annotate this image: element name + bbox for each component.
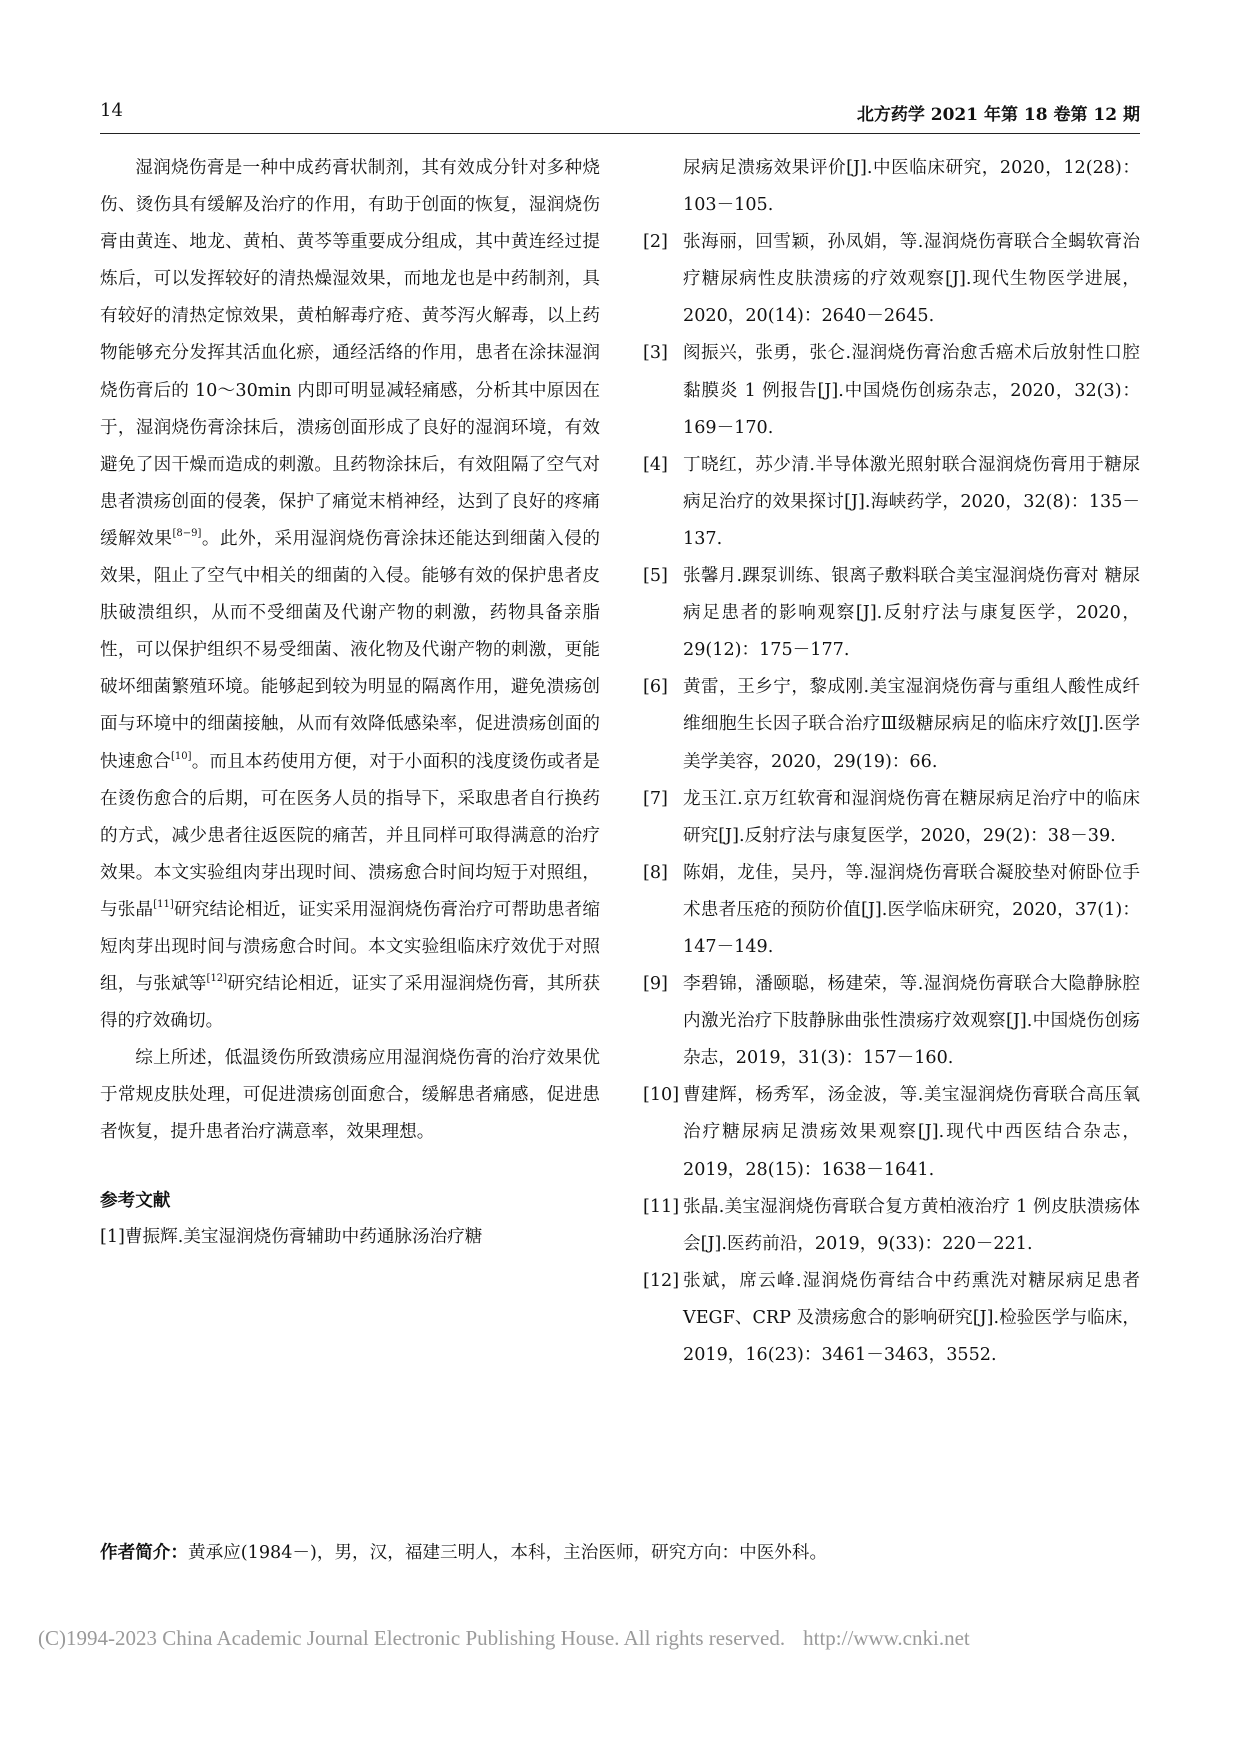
citation: [12] <box>206 973 228 985</box>
reference-item <box>643 669 1140 780</box>
reference-item <box>643 1263 1140 1374</box>
discussion-paragraph <box>100 150 600 1040</box>
reference-item <box>643 558 1140 669</box>
left-column <box>100 150 600 1256</box>
body-text: 。而且本药使用方便，对于小面积的浅度烫伤或者是在烫伤愈合的后期，可在医务人员的指导下，采取患者自行换药的方式，减少患者往返医院的痛苦，并且同样可取得满意的治疗效果。本文实验组肉芽出现时间、溃疡愈合时间均短于对照组，与张晶 <box>100 751 600 920</box>
reference-item <box>643 855 1140 966</box>
reference-number: [7] <box>643 788 668 809</box>
references-heading: 参考文献 <box>100 1189 171 1211</box>
reference-text: 阂振兴，张勇，张仑.湿润烧伤膏治愈舌癌术后放射性口腔黏膜炎 1 例报告[J].中国烧伤创疡杂志，2020，32(3)：169－170. <box>683 343 1140 438</box>
author-note-text: 黄承应(1984－)，男，汉，福建三明人，本科，主治医师，研究方向：中医外科。 <box>187 1543 828 1563</box>
reference-item <box>643 966 1140 1077</box>
reference-item <box>100 1219 600 1256</box>
reference-number: [2] <box>643 232 668 253</box>
reference-text: 曹建辉，杨秀军，汤金波，等.美宝湿润烧伤膏联合高压氧治疗糖尿病足溃疡效果观察[J].现代中西医结合杂志，2019，28(15)：1638－1641. <box>683 1085 1140 1180</box>
reference-item <box>643 781 1140 855</box>
citation: [11] <box>153 898 174 910</box>
body-text: 研究结论相近，证实采用湿润烧伤膏治疗可帮助患者缩短肉芽出现时间与溃疡愈合时间。本文实验组临床疗效优于对照组，与张斌等 <box>100 899 600 995</box>
reference-number: [12] <box>643 1270 680 1291</box>
copyright-watermark <box>38 1626 970 1651</box>
citation: [10] <box>171 750 192 762</box>
author-note-label: 作者简介： <box>100 1542 188 1563</box>
reference-text: 尿病足溃疡效果评价[J].中医临床研究，2020，12(28)：103－105. <box>683 158 1140 216</box>
reference-text: 张斌，席云峰.湿润烧伤膏结合中药熏洗对糖尿病足患者 VEGF、CRP 及溃疡愈合的影响研究[J].检验医学与临床，2019，16(23)：3461－3463，3552. <box>683 1270 1140 1365</box>
reference-number: [11] <box>643 1196 680 1217</box>
reference-item <box>643 1077 1140 1188</box>
citation: [8−9] <box>172 527 202 539</box>
reference-text: 陈娟，龙佳，吴丹，等.湿润烧伤膏联合凝胶垫对俯卧位手术患者压疮的预防价值[J].医学临床研究，2020，37(1)：147－149. <box>683 862 1140 957</box>
reference-number: [10] <box>643 1085 680 1106</box>
reference-number: [9] <box>643 974 668 995</box>
reference-text: 龙玉江.京万红软膏和湿润烧伤膏在糖尿病足治疗中的临床研究[J].反射疗法与康复医学，2020，29(2)：38－39. <box>683 788 1140 846</box>
reference-number: [5] <box>643 566 668 587</box>
page-number: 14 <box>100 100 123 121</box>
page-header <box>100 100 1140 132</box>
body-text: 湿润烧伤膏是一种中成药膏状制剂，其有效成分针对多种烧伤、烫伤具有缓解及治疗的作用，有助于创面的恢复，湿润烧伤膏由黄连、地龙、黄柏、黄芩等重要成分组成，其中黄连经过提炼后，可以发挥较好的清热燥湿效果，而地龙也是中药制剂，具有较好的清热定惊效果，黄柏解毒疗疮、黄芩泻火解毒，以上药物能够充分发挥其活血化瘀，通经活络的作用，患者在涂抹湿润烧伤膏后的 10～30min 内即可明显减轻痛感，分析其中原因在于，湿润烧伤膏涂抹后，溃疡创面形成了良好的湿润环境，有效避免了因干燥而造成的刺激。且药物涂抹后，有效阻隔了空气对患者溃疡创面的侵袭，保护了痛觉末梢神经，达到了良好的疼痛缓解效果 <box>100 158 600 549</box>
conclusion-paragraph: 综上所述，低温烫伤所致溃疡应用湿润烧伤膏的治疗效果优于常规皮肤处理，可促进溃疡创面愈合，缓解患者痛感，促进患者恢复，提升患者治疗满意率，效果理想。 <box>100 1048 600 1143</box>
reference-text: 张馨月.踝泵训练、银离子敷料联合美宝湿润烧伤膏对 糖尿病足患者的影响观察[J].反射疗法与康复医学，2020，29(12)：175－177. <box>683 566 1140 661</box>
header-rule <box>100 133 1140 134</box>
reference-text: 曹振辉.美宝湿润烧伤膏辅助中药通脉汤治疗糖 <box>124 1226 483 1247</box>
body-text: 研究结论相近，证实了采用湿润烧伤膏，其所获得的疗效确切。 <box>100 974 600 1032</box>
reference-item <box>643 335 1140 446</box>
reference-text: 张海丽，回雪颖，孙凤娟，等.湿润烧伤膏联合全蝎软膏治疗糖尿病性皮肤溃疡的疗效观察[J].现代生物医学进展，2020，20(14)：2640－2645. <box>683 232 1140 327</box>
reference-item <box>643 447 1140 558</box>
reference-text: 黄雷，王乡宁，黎成刚.美宝湿润烧伤膏与重组人酸性成纤维细胞生长因子联合治疗Ⅲ级糖尿病足的临床疗效[J].医学美学美容，2020，29(19)：66. <box>683 677 1140 772</box>
copyright-text: (C)1994-2023 China Academic Journal Electronic Publishing House. All rights reserved. <box>38 1626 786 1650</box>
reference-number: [8] <box>643 862 668 883</box>
reference-text: 李碧锦，潘颐聪，杨建荣，等.湿润烧伤膏联合大隐静脉腔内激光治疗下肢静脉曲张性溃疡疗效观察[J].中国烧伤创疡杂志，2019，31(3)：157－160. <box>683 974 1140 1069</box>
reference-item <box>643 1189 1140 1263</box>
reference-text: 丁晓红，苏少清.半导体激光照射联合湿润烧伤膏用于糖尿病足治疗的效果探讨[J].海峡药学，2020，32(8)：135－137. <box>683 454 1140 549</box>
reference-number: [3] <box>643 343 668 364</box>
reference-item <box>643 150 1140 224</box>
reference-number: [4] <box>643 454 668 475</box>
body-text: 。此外，采用湿润烧伤膏涂抹还能达到细菌入侵的效果，阻止了空气中相关的细菌的入侵。能够有效的保护患者皮肤破溃组织，从而不受细菌及代谢产物的刺激，药物具备亲脂性，可以保护组织不易受细菌、液化物及代谢产物的刺激，更能破坏细菌繁殖环境。能够起到较为明显的隔离作用，避免溃疡创面与环境中的细菌接触，从而有效降低感染率，促进溃疡创面的快速愈合 <box>100 528 600 772</box>
reference-text: 张晶.美宝湿润烧伤膏联合复方黄柏液治疗 1 例皮肤溃疡体会[J].医药前沿，2019，9(33)：220－221. <box>683 1196 1140 1254</box>
journal-title: 北方药学 2021 年第 18 卷第 12 期 <box>856 105 1140 125</box>
author-note <box>100 1538 1140 1568</box>
reference-item <box>643 224 1140 335</box>
cnki-link[interactable]: http://www.cnki.net <box>803 1626 970 1650</box>
right-column <box>643 150 1140 1374</box>
reference-number: [1] <box>100 1226 125 1247</box>
reference-number: [6] <box>643 677 668 698</box>
